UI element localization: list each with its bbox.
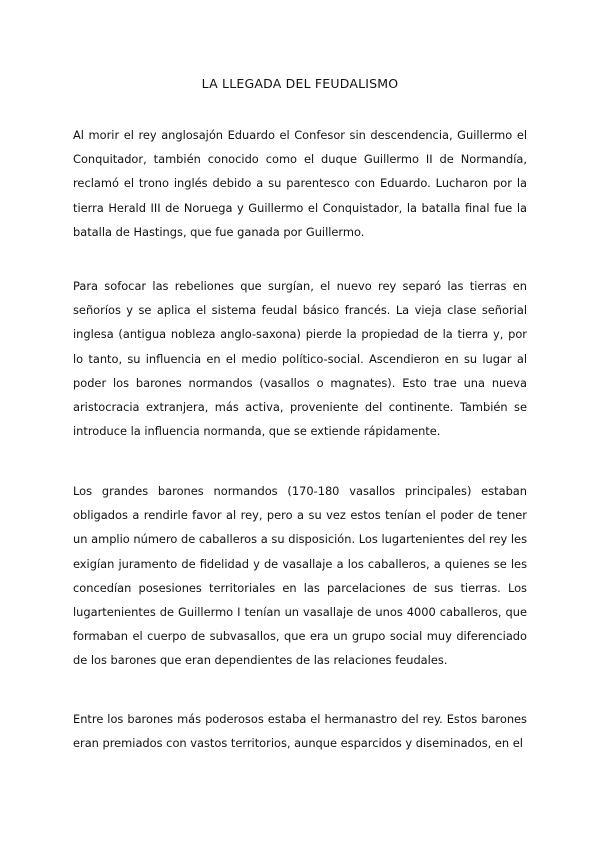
paragraph-barons: Los grandes barones normandos (170-180 vasallos principales) estaban obligados a rendirle favor al rey, pero a su vez estos tenían el poder de tener un amplio número de caballeros a su disposición. Los lugartenientes del rey les exigían juramento de fidelidad y de vasallaje a los caballeros, a quienes se les concedían posesiones territoriales en las parcelaciones de sus tierras. Los lugartenientes de Guillermo I tenían un vasallaje de unos 4000 caballeros, que formaban el cuerpo de subvasallos, que era un grupo social muy diferenciado de los barones que eran dependientes de las relaciones feudales. xyxy=(73,484,527,668)
paragraph-half-brother: Entre los barones más poderosos estaba el hermanastro del rey. Estos barones eran premiados con vastos territorios, aunque esparcidos y diseminados, en el xyxy=(73,712,527,751)
paragraph-feudal-system: Para sofocar las rebeliones que surgían, el nuevo rey separó las tierras en señoríos y se aplica el sistema feudal básico francés. La vieja clase señorial inglesa (antigua nobleza anglo-saxona) pierde la propiedad de la tierra y, por lo tanto, su influencia en el medio político-social. Ascendieron en su lugar al poder los barones normandos (vasallos o magnates). Esto trae una nueva aristocracia extranjera, más activa, proveniente del continente. También se introduce la influencia normanda, que se extiende rápidamente. xyxy=(73,279,527,439)
paragraph-conquest: Al morir el rey anglosajón Eduardo el Confesor sin descendencia, Guillermo el Conquitador, también conocido como el duque Guillermo II de Normandía, reclamó el trono inglés debido a su parentesco con Eduardo. Lucharon por la tierra Herald III de Noruega y Guillermo el Conquistador, la batalla final fue la batalla de Hastings, que fue ganada por Guillermo. xyxy=(73,128,527,239)
document-title: LA LLEGADA DEL FEUDALISMO xyxy=(201,76,399,91)
